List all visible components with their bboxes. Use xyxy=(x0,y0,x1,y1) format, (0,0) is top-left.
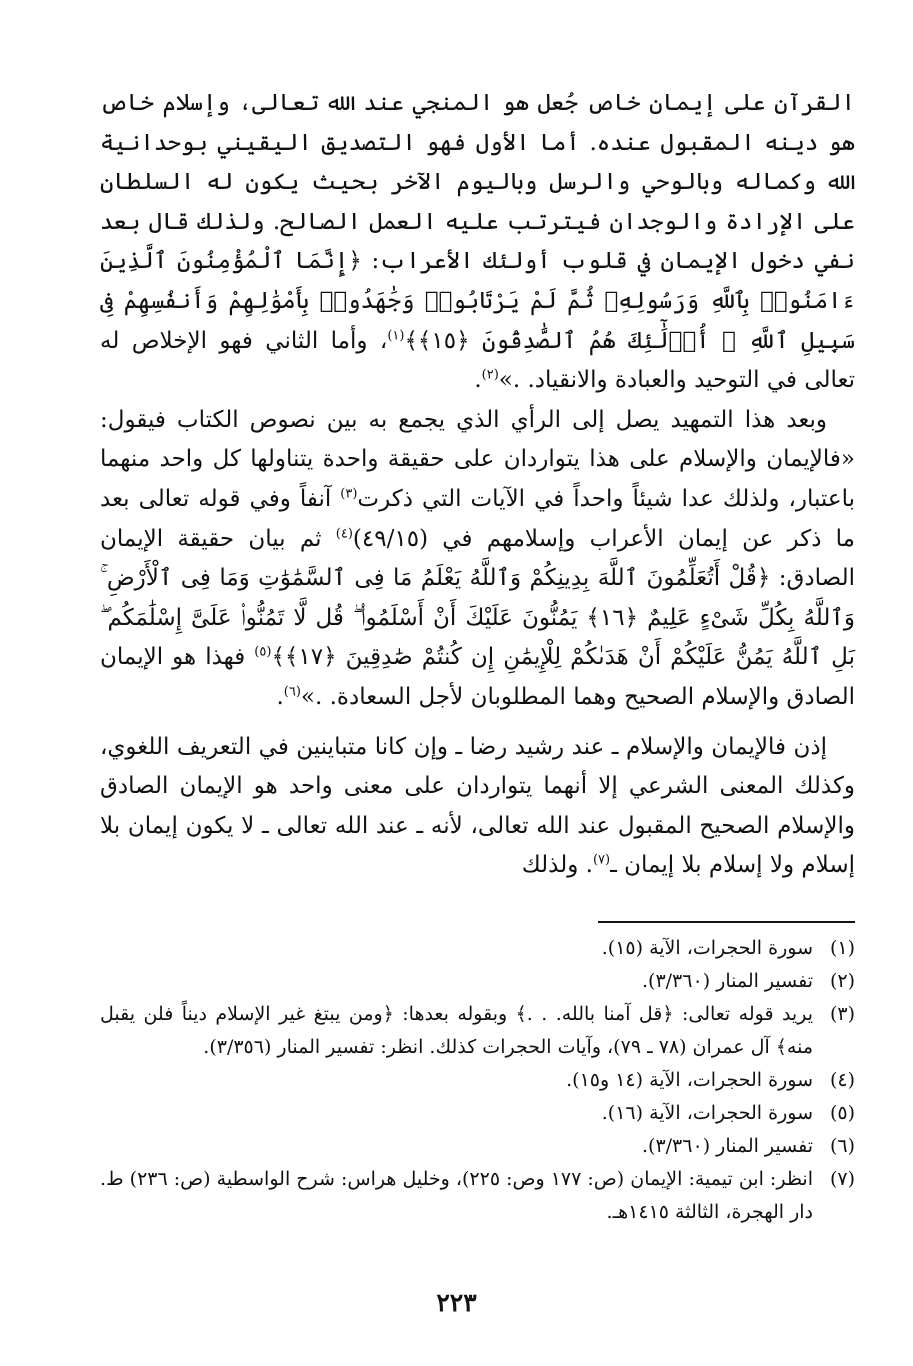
paragraph-3 xyxy=(100,728,855,886)
footnote-ref: (٣) xyxy=(340,486,358,502)
page-number: ٢٢٣ xyxy=(436,1288,477,1317)
footnote-text: تفسير المنار (٣/٣٦٠). xyxy=(642,1135,813,1157)
footnote-item xyxy=(100,1130,855,1163)
footnote-text: سورة الحجرات، الآية (١٤ و١٥). xyxy=(566,1069,813,1091)
footnote-item xyxy=(100,932,855,965)
footnote-separator xyxy=(598,921,855,923)
footnote-text: انظر: ابن تيمية: الإيمان (ص: ١٧٧ وص: ٢٢٥)، وخليل هراس: شرح الواسطية (ص: ٢٣٦) ط. دار الهجرة، الثالثة ١٤١٥هـ. xyxy=(100,1168,813,1223)
footnote-number: (١) xyxy=(829,937,855,959)
footnote-number: (٤) xyxy=(829,1069,855,1091)
footnote-ref: (٢) xyxy=(481,367,499,383)
footnote-item xyxy=(100,1097,855,1130)
paragraph-2 xyxy=(100,401,855,718)
footnote-text: تفسير المنار (٣/٣٦٠). xyxy=(642,970,813,992)
footnote-text: يريد قوله تعالى: ﴿قل آمنا بالله. . .﴾ وبقوله بعدها: ﴿ومن يبتغ غير الإسلام ديناً فلن يقبل منه﴾ آل عمران (٧٨ ـ ٧٩)، وآيات الحجرات كذلك. انظر: تفسير المنار (٣/٣٥٦). xyxy=(100,1003,813,1058)
paragraph-text: ، وأما الثاني فهو الإخلاص له تعالى في التوحيد والعبادة والانقياد. .» xyxy=(100,327,855,394)
footnote-number: (٧) xyxy=(829,1168,855,1190)
main-text xyxy=(100,84,855,886)
footnote-number: (٣) xyxy=(829,1003,855,1025)
footnote-ref: (٦) xyxy=(283,684,301,700)
footnote-text: سورة الحجرات، الآية (١٥). xyxy=(601,937,813,959)
footnote-ref: (٧) xyxy=(592,852,611,868)
footnote-item xyxy=(100,998,855,1064)
footnote-ref: (٤) xyxy=(335,525,353,541)
footnote-number: (٢) xyxy=(829,970,855,992)
paragraph-text: ثم بيان حقيقة الإيمان الصادق: ﴿قُلْ أَتُعَلِّمُونَ ٱللَّهَ بِدِينِكُمْ وَٱللَّهُ يَعْلَمُ مَا فِى ٱلسَّمَٰوَٰتِ وَمَا فِى ٱلْأَرْضِ ۚ وَٱللَّهُ بِكُلِّ شَىْءٍ عَلِيمٌ ﴿١٦﴾ يَمُنُّونَ عَلَيْكَ أَنْ أَسْلَمُوا۟ ۖ قُل لَّا تَمُنُّوا۟ عَلَىَّ إِسْلَٰمَكُم ۖ بَلِ ٱللَّهُ يَمُنُّ عَلَيْكُمْ أَنْ هَدَىٰكُمْ لِلْإِيمَٰنِ إِن كُنتُمْ صَٰدِقِينَ ﴿١٧﴾﴾ xyxy=(100,525,856,671)
paragraph-text: القرآن على إيمان خاص جُعل هو المنجي عند الله تعالى، وإسلام خاص هو دينه المقبول عنده. أما الأول فهو التصديق اليقيني بوحدانية الله وكماله وبالوحي والرسل وباليوم الآخر بحيث يكون له السلطان على الإرادة والوجدان فيترتب عليه العمل الصالح. ولذلك قال بعد نفي دخول الإيمان في قلوب أولئك الأعراب: ﴿إِنَّمَا ٱلْمُؤْمِنُونَ ٱلَّذِينَ ءَامَنُوا۟ بِٱللَّهِ وَرَسُولِهِۦ ثُمَّ لَمْ يَرْتَابُوا۟ وَجَٰهَدُوا۟ بِأَمْوَٰلِهِمْ وَأَنفُسِهِمْ فِى سَبِيلِ ٱللَّهِ ۚ أُو۟لَٰٓئِكَ هُمُ ٱلصَّٰدِقُونَ ﴿١٥﴾﴾ xyxy=(100,90,856,354)
paragraph-text: . xyxy=(276,683,284,710)
paragraph-text: فهذا هو الإيمان الصادق والإسلام الصحيح وهما المطلوبان لأجل السعادة. .» xyxy=(100,644,855,710)
footnotes xyxy=(100,932,855,1229)
footnote-item xyxy=(100,1064,855,1097)
footnote-item xyxy=(100,965,855,998)
paragraph-text: إذن فالإيمان والإسلام ـ عند رشيد رضا ـ وإن كانا متباينين في التعريف اللغوي، وكذلك المعنى الشرعي إلا أنهما يتواردان على معنى واحد هو الإيمان الصادق والإسلام الصحيح المقبول عند الله تعالى، لأنه ـ عند الله تعالى ـ لا يكون إيمان بلا إسلام ولا إسلام بلا إيمان ـ xyxy=(100,733,855,879)
footnote-number: (٥) xyxy=(829,1102,855,1124)
footnote-item xyxy=(100,1163,855,1229)
footnote-text: سورة الحجرات، الآية (١٦). xyxy=(601,1102,813,1124)
paragraph-text: . xyxy=(474,367,482,394)
footnote-ref: (١) xyxy=(387,327,405,343)
paragraph-text: وبعد هذا التمهيد يصل إلى الرأي الذي يجمع به بين نصوص الكتاب فيقول: «فالإيمان والإسلام على هذا يتواردان على حقيقة واحدة يتناولها كل واحد منهما باعتبار، ولذلك عدا شيئاً واحداً في الآيات التي ذكرت xyxy=(100,406,856,512)
paragraph-1 xyxy=(100,84,855,401)
paragraph-text: . ولذلك xyxy=(521,852,593,879)
footnote-ref: (٥) xyxy=(254,644,272,660)
paragraph-text: آنفاً وفي قوله تعالى بعد ما ذكر عن إيمان الأعراب وإسلامهم في (٤٩/١٥) xyxy=(100,485,855,552)
footnote-number: (٦) xyxy=(829,1135,855,1157)
